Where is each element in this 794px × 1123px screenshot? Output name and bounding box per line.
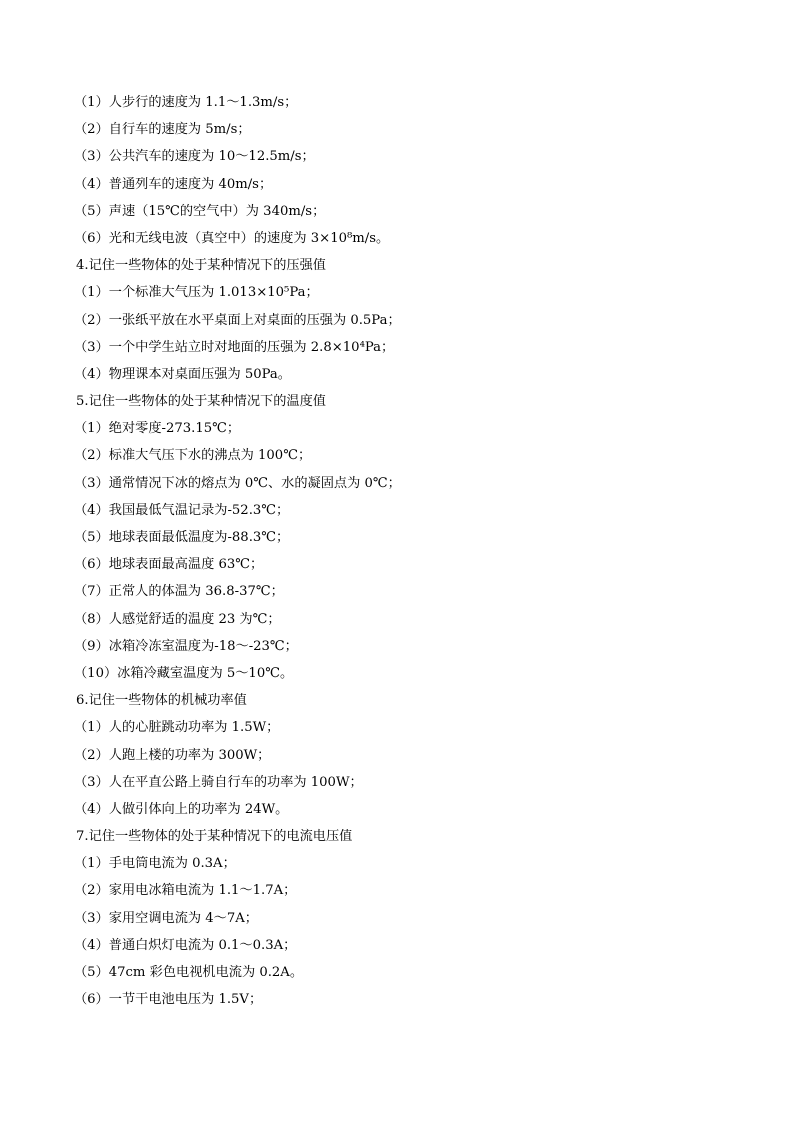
list-item: （6）地球表面最高温度 63℃； (74, 557, 264, 573)
list-item: （6）光和无线电波（真空中）的速度为 3×10⁸m/s。 (74, 230, 390, 246)
list-item: （2）自行车的速度为 5m/s； (74, 122, 251, 138)
list-item: （1）绝对零度-273.15℃； (74, 421, 241, 437)
list-item: （3）人在平直公路上骑自行车的功率为 100W； (74, 774, 363, 790)
list-item: （9）冰箱冷冻室温度为-18～-23℃； (74, 638, 298, 654)
list-item: （2）人跑上楼的功率为 300W； (74, 747, 271, 763)
section-heading-current-voltage: 7.记住一些物体的处于某种情况下的电流电压值 (76, 829, 353, 845)
list-item: （4）普通列车的速度为 40m/s； (74, 176, 273, 192)
document-page (74, 89, 754, 1013)
list-item: （2）一张纸平放在水平桌面上对桌面的压强为 0.5Pa； (74, 312, 401, 328)
section-heading-temperature: 5.记住一些物体的处于某种情况下的温度值 (76, 394, 326, 410)
list-item: （8）人感觉舒适的温度 23 为℃； (74, 611, 281, 627)
list-item: （1）手电筒电流为 0.3A； (74, 856, 236, 872)
list-item: （1）人步行的速度为 1.1～1.3m/s； (74, 95, 298, 110)
list-item: （6）一节干电池电压为 1.5V； (74, 992, 263, 1008)
list-item: （3）一个中学生站立时对地面的压强为 2.8×10⁴Pa； (74, 339, 395, 355)
list-item: （3）通常情况下冰的熔点为 0℃、水的凝固点为 0℃； (74, 475, 401, 491)
list-item: （2）标准大气压下水的沸点为 100℃； (74, 448, 312, 464)
list-item: （4）我国最低气温记录为-52.3℃； (74, 502, 290, 518)
list-item: （5）声速（15℃的空气中）为 340m/s； (74, 203, 326, 219)
list-item: （5）地球表面最低温度为-88.3℃； (74, 530, 290, 545)
list-item: （1）一个标准大气压为 1.013×10⁵Pa； (74, 285, 319, 301)
list-item: （7）正常人的体温为 36.8-37℃； (74, 584, 284, 600)
list-item: （3）家用空调电流为 4～7A； (74, 910, 258, 926)
list-item: （10）冰箱冷藏室温度为 5～10℃。 (74, 665, 294, 681)
list-item: （1）人的心脏跳动功率为 1.5W； (74, 720, 280, 736)
list-item: （4）物理课本对桌面压强为 50Pa。 (74, 366, 291, 382)
list-item: （3）公共汽车的速度为 10～12.5m/s； (74, 149, 315, 165)
section-heading-pressure: 4.记住一些物体的处于某种情况下的压强值 (76, 258, 326, 274)
list-item: （5）47cm 彩色电视机电流为 0.2A。 (74, 965, 304, 980)
list-item: （4）普通白炽灯电流为 0.1～0.3A； (74, 937, 297, 953)
list-item: （4）人做引体向上的功率为 24W。 (74, 801, 289, 817)
section-heading-power: 6.记住一些物体的机械功率值 (76, 693, 247, 709)
list-item: （2）家用电冰箱电流为 1.1～1.7A； (74, 883, 297, 899)
